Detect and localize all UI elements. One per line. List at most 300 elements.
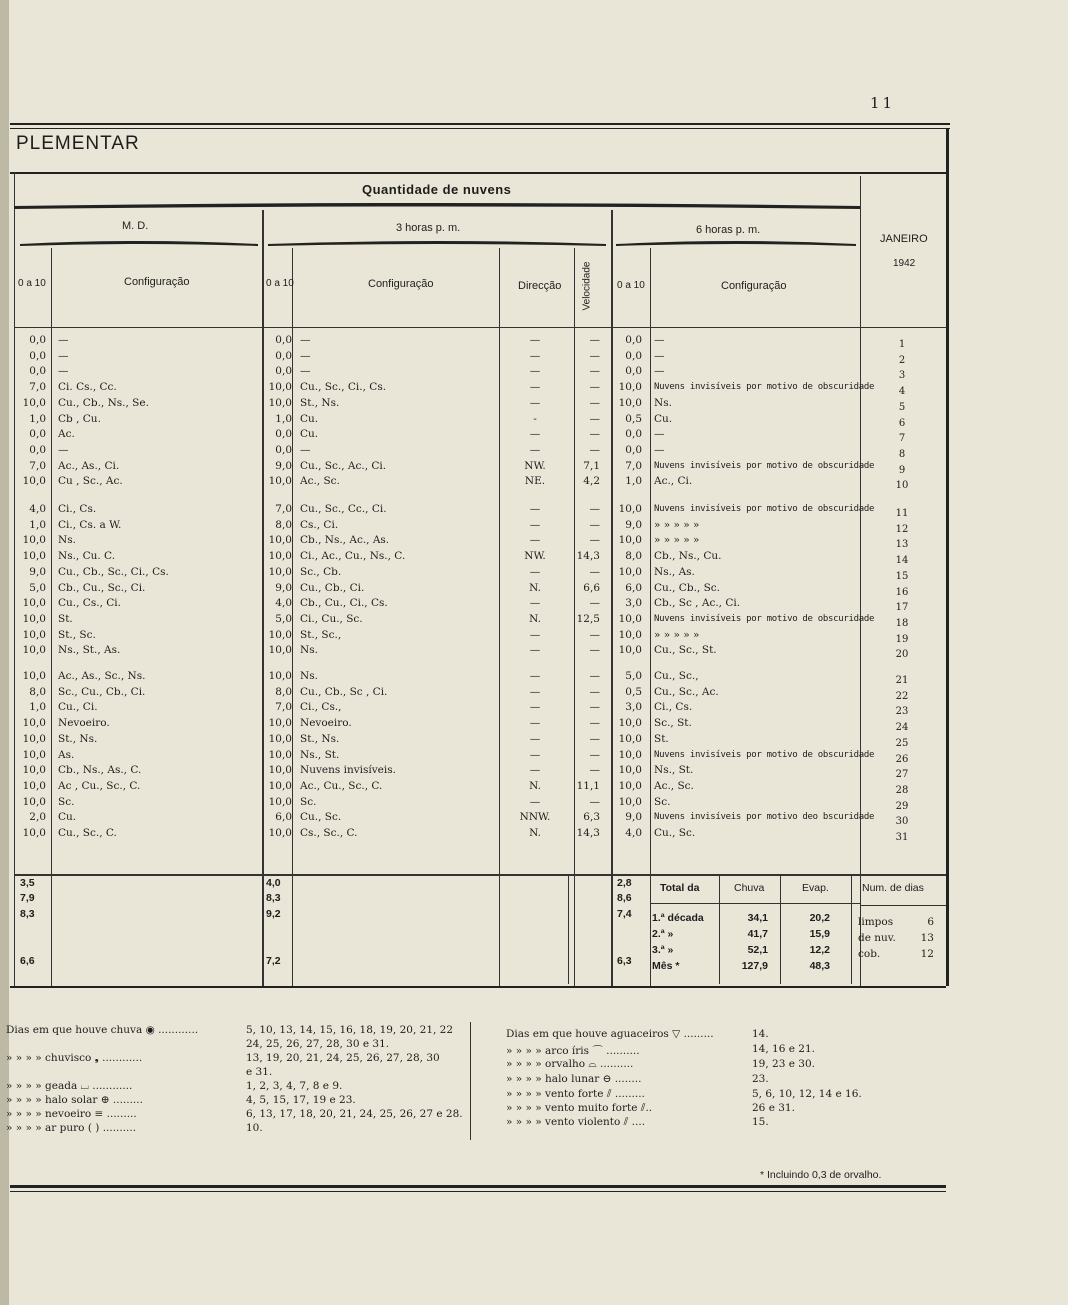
cell-h3-n: 0,0	[275, 349, 292, 362]
cell-dir: NW.	[524, 459, 546, 472]
cell-h6-c: Nuvens invisíveis por motivo deo bscuridade	[654, 812, 875, 823]
summary-inner-line	[650, 903, 860, 904]
footnote-label: Dias em que houve chuva ◉ ............	[6, 1024, 199, 1036]
cell-h6-c: Cu., Sc., St.	[654, 644, 717, 657]
evap-label: Evap.	[802, 882, 829, 894]
cell-h3-c: Cb., Ns., Ac., As.	[300, 534, 390, 547]
cell-md-n: 1,0	[29, 412, 46, 425]
table-row	[10, 795, 940, 810]
summary-value: 9,2	[266, 908, 281, 920]
cell-h3-n: 10,0	[268, 628, 292, 641]
cell-day: 17	[895, 602, 909, 614]
cell-md-c: Sc.	[58, 795, 75, 808]
cell-h6-n: 3,0	[625, 597, 642, 610]
count-label: cob.	[858, 948, 881, 960]
cell-h6-n: 10,0	[618, 565, 642, 578]
cell-dir: —	[529, 349, 541, 362]
cell-md-c: Cu , Sc., Ac.	[58, 475, 123, 488]
header-config-3h: Configuração	[368, 278, 434, 290]
table-row	[10, 716, 940, 734]
cell-md-n: 10,0	[22, 396, 46, 409]
cell-h6-n: 7,0	[625, 459, 642, 472]
cell-day: 25	[895, 737, 909, 749]
cell-md-n: 4,0	[29, 503, 46, 515]
cell-h6-n: 0,5	[625, 685, 642, 698]
footnote-value: 13, 19, 20, 21, 24, 25, 26, 27, 28, 30	[246, 1052, 440, 1064]
header-brace	[268, 236, 606, 248]
table-row	[10, 779, 940, 794]
table-bottom-rule	[10, 986, 946, 988]
header-scale-6h: 0 a 10	[617, 280, 645, 291]
cell-md-n: 10,0	[22, 764, 46, 777]
cell-md-n: 10,0	[22, 748, 46, 761]
cell-h6-n: 0,5	[625, 412, 642, 425]
cell-h3-c: St., Ns.	[300, 732, 340, 745]
cell-h3-c: Ac., Sc.	[300, 475, 340, 488]
cell-day: 8	[898, 448, 906, 460]
cell-md-c: Cu., Ci.	[58, 701, 98, 714]
cell-h6-n: 10,0	[618, 628, 642, 641]
table-row	[10, 380, 940, 398]
cell-vel: —	[589, 503, 600, 515]
cell-h6-c: —	[654, 349, 665, 362]
page-title: PLEMENTAR	[16, 133, 140, 154]
cell-md-c: —	[58, 443, 69, 456]
cell-day: 31	[895, 832, 909, 843]
cell-md-c: —	[58, 365, 69, 378]
cell-dir: NNW.	[519, 811, 551, 824]
cell-h3-c: Ci., Cu., Sc.	[300, 612, 363, 625]
cell-md-n: 10,0	[22, 670, 46, 682]
num-dias-label: Num. de dias	[862, 882, 924, 894]
head-bottom-line	[860, 327, 946, 328]
summary-inner-line	[851, 876, 852, 984]
cell-dir: —	[529, 428, 541, 441]
cell-h3-n: 10,0	[268, 396, 292, 409]
footnote-value: e 31.	[246, 1066, 273, 1078]
cell-h6-c: » » » » »	[654, 518, 700, 531]
cell-h3-n: 10,0	[268, 534, 292, 547]
cell-h6-n: 8,0	[625, 550, 642, 563]
cell-h3-c: Ci., Ac., Cu., Ns., C.	[300, 550, 406, 563]
footnote-label: » » » » vento muito forte ⫽..	[506, 1102, 653, 1114]
cell-vel: —	[589, 748, 600, 761]
cell-dir: —	[529, 365, 541, 378]
cell-md-c: Cu., Cb., Ns., Se.	[58, 396, 149, 409]
decade-label: Mês *	[652, 960, 680, 972]
cell-md-c: Cb., Ns., As., C.	[58, 764, 142, 777]
cell-md-c: St., Sc.	[58, 628, 96, 641]
cell-vel: —	[589, 628, 600, 641]
summary-value: 8,3	[20, 908, 35, 920]
cell-md-c: Cu., Cs., Ci.	[58, 597, 121, 610]
cell-md-n: 10,0	[22, 779, 46, 792]
cell-h3-c: Ac., Cu., Sc., C.	[300, 779, 383, 792]
footnote-label: » » » » ar puro ( ) ..........	[6, 1122, 137, 1134]
cell-day: 13	[895, 539, 909, 551]
cell-md-c: As.	[58, 748, 75, 761]
cell-h6-c: Sc.	[654, 795, 671, 808]
cell-md-n: 10,0	[22, 597, 46, 610]
cell-md-n: 10,0	[22, 612, 46, 625]
cell-h3-c: Cu.	[300, 428, 319, 441]
cell-dir: —	[529, 565, 541, 578]
footnote-label: » » » » arco íris ⌒ ..........	[506, 1045, 640, 1057]
cell-h3-n: 10,0	[268, 644, 292, 657]
header-3h: 3 horas p. m.	[396, 222, 461, 234]
table-row	[10, 459, 940, 474]
cell-md-c: Cb , Cu.	[58, 412, 101, 425]
table-row	[10, 763, 940, 781]
cell-h6-c: Ns., As.	[654, 565, 695, 578]
cell-day: 19	[895, 633, 909, 645]
cell-h3-n: 9,0	[275, 459, 292, 472]
cell-h3-c: Cs., Sc., C.	[300, 827, 358, 839]
cell-md-n: 2,0	[29, 811, 46, 824]
cell-day: 16	[895, 586, 909, 598]
footnote-divider	[470, 1022, 471, 1140]
header-velocidade: Velocidade	[581, 261, 593, 311]
cell-vel: 14,3	[576, 827, 600, 839]
cell-h6-c: Cu.	[654, 412, 673, 425]
cell-dir: —	[529, 628, 541, 641]
summary-value: 2,8	[617, 877, 632, 889]
cell-md-n: 0,0	[29, 365, 46, 378]
cell-md-c: Ac., As., Ci.	[58, 459, 120, 472]
cell-md-c: St.	[58, 612, 73, 625]
cell-day: 11	[895, 508, 909, 519]
footnote-note: * Incluindo 0,3 de orvalho.	[760, 1169, 882, 1181]
cell-md-c: Ci. Cs., Cc.	[58, 381, 117, 394]
cell-day: 22	[895, 690, 909, 702]
cell-vel: 4,2	[583, 475, 600, 488]
cell-h3-n: 10,0	[268, 795, 292, 808]
cell-md-c: Ns., Cu. C.	[58, 550, 116, 563]
cell-day: 18	[895, 617, 909, 629]
header-brace	[14, 196, 860, 212]
cell-h6-c: —	[654, 443, 665, 456]
header-direcao: Direcção	[518, 280, 562, 292]
footnote-value: 23.	[752, 1073, 769, 1085]
cell-h3-n: 7,0	[275, 503, 292, 515]
table-row	[10, 412, 940, 427]
cell-h3-n: 4,0	[275, 597, 292, 610]
cell-md-c: Cb., Cu., Sc., Ci.	[58, 581, 146, 594]
cell-h3-n: 10,0	[268, 764, 292, 777]
summary-value: 6,6	[20, 955, 35, 967]
table-row	[10, 581, 940, 596]
cell-h3-c: Cs., Ci.	[300, 518, 339, 531]
cell-h3-n: 10,0	[268, 550, 292, 563]
cell-h3-n: 10,0	[268, 779, 292, 792]
decade-label: 2.ª »	[652, 928, 674, 940]
cell-md-n: 10,0	[22, 795, 46, 808]
cell-day: 30	[895, 816, 909, 828]
footnote-label: » » » » vento violento ⫽ ....	[506, 1116, 646, 1128]
cell-vel: —	[589, 365, 600, 378]
cell-day: 21	[895, 675, 909, 686]
cell-dir: —	[529, 503, 541, 515]
cell-h6-c: Ns.	[654, 396, 672, 409]
header-month: JANEIRO	[880, 233, 928, 245]
cell-h3-n: 10,0	[268, 381, 292, 394]
cell-h6-c: Cu., Sc.,	[654, 670, 699, 682]
head-bottom-line	[14, 327, 860, 328]
cell-vel: —	[589, 795, 600, 808]
cell-dir: —	[529, 396, 541, 409]
cell-day: 12	[895, 523, 909, 535]
header-config-6h: Configuração	[721, 280, 787, 292]
cell-vel: —	[589, 428, 600, 441]
table-row	[10, 502, 940, 517]
cell-h6-c: » » » » »	[654, 628, 700, 641]
table-row	[10, 518, 940, 533]
chuva-value: 52,1	[747, 944, 768, 956]
cell-vel: 11,1	[576, 779, 600, 792]
cell-md-c: Ac , Cu., Sc., C.	[58, 779, 141, 792]
page-bottom-rule-thin	[10, 1191, 946, 1192]
cell-md-c: Nevoeiro.	[58, 717, 110, 730]
table-row	[10, 732, 940, 747]
footnote-value: 14.	[752, 1028, 769, 1040]
cell-h3-c: Cu., Sc., Ac., Ci.	[300, 459, 387, 472]
cell-day: 24	[895, 722, 909, 734]
page-bottom-rule	[10, 1185, 946, 1188]
cell-md-n: 0,0	[29, 443, 46, 456]
cell-vel: —	[589, 732, 600, 745]
footnote-value: 6, 13, 17, 18, 20, 21, 24, 25, 26, 27 e 28.	[246, 1108, 463, 1120]
table-row	[10, 643, 940, 661]
cell-h3-c: Ns., St.	[300, 748, 340, 761]
cell-dir: —	[529, 334, 541, 346]
cell-vel: —	[589, 396, 600, 409]
footnote-value: 5, 6, 10, 12, 14 e 16.	[752, 1088, 862, 1100]
header-year: 1942	[893, 258, 916, 269]
table-row	[10, 533, 940, 551]
cell-h6-c: —	[654, 334, 665, 346]
cell-md-n: 7,0	[29, 381, 46, 394]
chuva-value: 41,7	[747, 928, 768, 940]
count-value: 13	[920, 932, 934, 944]
header-md: M. D.	[122, 220, 149, 232]
table-row	[10, 612, 940, 627]
cell-h6-n: 0,0	[625, 443, 642, 456]
footnote-value: 4, 5, 15, 17, 19 e 23.	[246, 1094, 356, 1106]
cell-h6-n: 10,0	[618, 795, 642, 808]
cell-vel: —	[589, 764, 600, 777]
cell-vel: —	[589, 534, 600, 547]
cell-h3-c: Ci., Cs.,	[300, 701, 342, 714]
count-value: 6	[927, 916, 934, 928]
table-row	[10, 474, 940, 492]
summary-top-line	[14, 874, 946, 876]
table-row	[10, 685, 940, 700]
cell-md-n: 7,0	[29, 459, 46, 472]
table-row	[10, 333, 940, 348]
cell-vel: —	[589, 412, 600, 425]
cell-h6-c: Sc., St.	[654, 717, 692, 730]
cell-vel: 6,6	[583, 581, 600, 594]
footnote-value: 10.	[246, 1122, 263, 1134]
cell-dir: —	[529, 748, 541, 761]
cell-h6-n: 10,0	[618, 381, 642, 394]
cell-md-n: 0,0	[29, 334, 46, 346]
cell-md-c: Cu., Sc., C.	[58, 827, 117, 839]
cell-h3-c: Cb., Cu., Ci., Cs.	[300, 597, 388, 610]
cell-dir: —	[529, 732, 541, 745]
cell-h6-n: 10,0	[618, 534, 642, 547]
summary-value: 7,9	[20, 892, 35, 904]
cell-h3-c: Cu.	[300, 412, 319, 425]
cell-h3-n: 0,0	[275, 334, 292, 346]
cell-h6-n: 0,0	[625, 349, 642, 362]
cell-h6-n: 3,0	[625, 701, 642, 714]
cell-h3-c: Cu., Sc., Ci., Cs.	[300, 381, 387, 394]
table-row	[10, 748, 940, 763]
cell-h3-c: Cu., Sc.	[300, 811, 342, 824]
summary-value: 7,2	[266, 955, 281, 967]
cell-dir: —	[529, 518, 541, 531]
table-row	[10, 565, 940, 580]
cell-day: 5	[898, 401, 906, 413]
cell-h3-c: Ns.	[300, 670, 318, 682]
table-row	[10, 364, 940, 382]
footnote-label: Dias em que houve aguaceiros ▽ .........	[506, 1028, 714, 1040]
decade-label: 1.ª década	[652, 912, 704, 924]
cell-h6-n: 10,0	[618, 612, 642, 625]
table-row	[10, 826, 940, 841]
cell-vel: —	[589, 685, 600, 698]
header-main: Quantidade de nuvens	[362, 182, 512, 197]
cell-day: 4	[898, 386, 906, 398]
cell-h3-c: Cu., Sc., Cc., Ci.	[300, 503, 387, 515]
total-label: Total da	[660, 882, 700, 894]
table-row	[10, 810, 940, 828]
cell-h6-n: 0,0	[625, 365, 642, 378]
table-row	[10, 596, 940, 614]
summary-inner-line	[719, 876, 720, 984]
header-rule	[10, 172, 946, 174]
cell-dir: —	[529, 443, 541, 456]
cell-md-n: 10,0	[22, 534, 46, 547]
cell-h3-n: 0,0	[275, 443, 292, 456]
cell-h6-n: 6,0	[625, 581, 642, 594]
summary-inner-line	[780, 876, 781, 984]
cell-h6-c: Cb., Ns., Cu.	[654, 550, 722, 563]
cell-h3-c: —	[300, 349, 311, 362]
cell-h6-c: » » » » »	[654, 534, 700, 547]
page-number: 11	[870, 94, 896, 112]
chuva-label: Chuva	[734, 882, 765, 894]
cell-md-c: Ac., As., Sc., Ns.	[58, 670, 146, 682]
footnote-label: » » » » orvalho ⌓ ..........	[506, 1058, 634, 1070]
cell-h3-c: Nevoeiro.	[300, 717, 352, 730]
table-row	[10, 669, 940, 684]
cell-h3-n: 1,0	[275, 412, 292, 425]
table-row	[10, 700, 940, 718]
cell-h6-c: Ac., Ci.	[654, 475, 693, 488]
cell-h3-n: 10,0	[268, 670, 292, 682]
cell-md-c: Ci., Cs. a W.	[58, 518, 122, 531]
decade-label: 3.ª »	[652, 944, 674, 956]
cell-h6-c: Ci., Cs.	[654, 701, 693, 714]
cell-vel: 14,3	[576, 550, 600, 563]
cell-dir: —	[529, 685, 541, 698]
cell-vel: —	[589, 381, 600, 394]
cell-dir: —	[529, 795, 541, 808]
cell-md-c: Ns., St., As.	[58, 644, 121, 657]
cell-h3-n: 7,0	[275, 701, 292, 714]
cell-md-c: —	[58, 334, 69, 346]
cell-dir: -	[533, 412, 537, 425]
cell-day: 15	[895, 570, 909, 582]
cell-vel: —	[589, 701, 600, 714]
header-brace	[616, 236, 856, 248]
footnote-label: » » » » nevoeiro ≡ .........	[6, 1108, 137, 1120]
cell-md-n: 0,0	[29, 349, 46, 362]
cell-h3-c: St., Ns.	[300, 396, 340, 409]
cell-h3-c: Cu., Cb., Sc , Ci.	[300, 685, 388, 698]
cell-h3-n: 8,0	[275, 685, 292, 698]
table-row	[10, 443, 940, 458]
cell-md-c: St., Ns.	[58, 732, 98, 745]
cell-dir: —	[529, 644, 541, 657]
cell-md-n: 9,0	[29, 565, 46, 578]
cell-h3-c: St., Sc.,	[300, 628, 342, 641]
count-label: limpos	[858, 916, 894, 928]
cell-h6-c: Cu., Sc.	[654, 827, 696, 839]
cell-vel: —	[589, 670, 600, 682]
cell-h6-n: 10,0	[618, 717, 642, 730]
cell-dir: N.	[529, 827, 541, 839]
cell-dir: N.	[529, 612, 541, 625]
cell-h6-c: Nuvens invisíveis por motivo de obscuridade	[654, 613, 875, 624]
cell-h3-n: 8,0	[275, 518, 292, 531]
cell-md-n: 1,0	[29, 518, 46, 531]
cell-day: 3	[898, 370, 906, 382]
chuva-value: 34,1	[747, 912, 768, 924]
cell-dir: —	[529, 670, 541, 682]
footnote-value: 1, 2, 3, 4, 7, 8 e 9.	[246, 1080, 343, 1092]
cell-day: 6	[898, 417, 906, 429]
cell-day: 20	[895, 649, 909, 661]
cell-md-n: 10,0	[22, 644, 46, 657]
header-brace	[20, 236, 258, 248]
cell-h6-n: 10,0	[618, 644, 642, 657]
cell-md-c: Cu.	[58, 811, 77, 824]
cell-h6-n: 0,0	[625, 334, 642, 346]
cell-h6-c: Ac., Sc.	[654, 779, 694, 792]
cell-h3-c: —	[300, 443, 311, 456]
header-scale-3h: 0 a 10	[266, 278, 294, 289]
cell-h3-n: 0,0	[275, 428, 292, 441]
table-row	[10, 549, 940, 567]
chuva-value: 127,9	[741, 960, 768, 972]
cell-h6-c: Ns., St.	[654, 764, 694, 777]
cell-h6-c: —	[654, 365, 665, 378]
cell-vel: —	[589, 443, 600, 456]
count-label: de nuv.	[858, 932, 896, 944]
footnote-value: 19, 23 e 30.	[752, 1058, 815, 1070]
footnote-value: 14, 16 e 21.	[752, 1043, 815, 1055]
cell-md-n: 10,0	[22, 732, 46, 745]
cell-md-n: 10,0	[22, 475, 46, 488]
footnote-label: » » » » chuvisco ❟ ............	[6, 1052, 143, 1064]
footnote-value: 15.	[752, 1116, 769, 1128]
cell-h6-n: 9,0	[625, 811, 642, 824]
cell-h3-c: Cu., Cb., Ci.	[300, 581, 365, 594]
cell-md-n: 10,0	[22, 827, 46, 839]
